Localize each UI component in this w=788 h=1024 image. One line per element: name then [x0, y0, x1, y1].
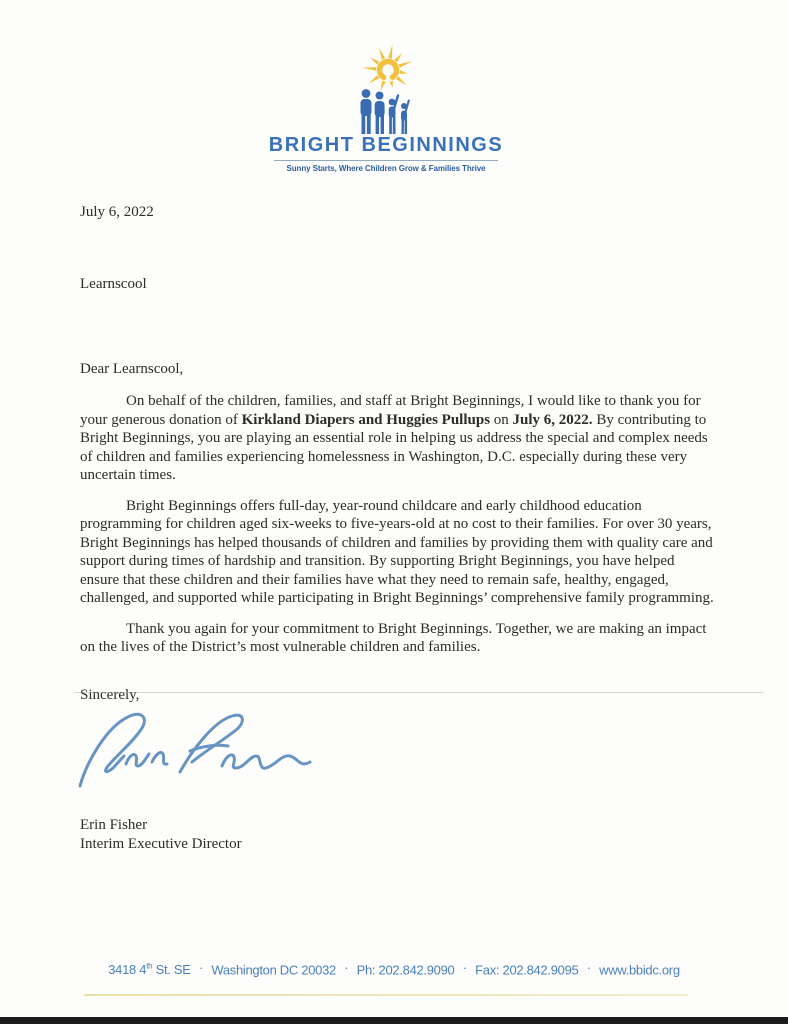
- footer-separator: ·: [198, 960, 204, 976]
- salutation: Dear Learnscool,: [80, 361, 184, 377]
- footer-fax: Fax: 202.842.9095: [475, 962, 579, 978]
- letterhead-footer: [0, 962, 788, 977]
- footer-separator: ·: [462, 960, 467, 976]
- recipient-name: Learnscool: [80, 276, 147, 292]
- footer-website: www.bbidc.org: [599, 962, 680, 978]
- handwritten-signature: [72, 704, 322, 804]
- bright-beginnings-logo: [256, 42, 516, 173]
- logo-wordmark: BRIGHT BEGINNINGS: [268, 134, 504, 156]
- signer-title: Interim Executive Director: [80, 835, 242, 852]
- signature-block: [80, 816, 242, 853]
- paragraph-1: On behalf of the children, families, and staff at Bright Beginnings, I would like to thank you for your generous donation of Kirkland Diapers and Huggies Pullups on July 6, 2022. By contributing to Bright Beginnings, you are playing an essential role in helping us address the special and complex needs of children and families experiencing homelessness in Washington, D.C. especially during these very uncertain times.: [80, 393, 708, 483]
- logo-divider: [274, 160, 498, 161]
- sun-family-icon: [316, 42, 456, 136]
- scan-edge-bar: [0, 1017, 788, 1024]
- footer-address: 3418 4th St. SE: [108, 962, 191, 978]
- footer-city: Washington DC 20032: [211, 962, 336, 978]
- letter-body: [80, 392, 716, 669]
- footer-gold-rule: [84, 994, 688, 996]
- paragraph-3: Thank you again for your commitment to Bright Beginnings. Together, we are making an impact on the lives of the District’s most vulnerable children and families.: [80, 620, 707, 655]
- footer-phone: Ph: 202.842.9090: [356, 962, 455, 978]
- signer-name: Erin Fisher: [80, 817, 148, 833]
- footer-separator: ·: [344, 960, 349, 976]
- paragraph-2: Bright Beginnings offers full-day, year-round childcare and early childhood education programming for children aged six-weeks to five-years-old at no cost to their families. For over 30 years, Bright Beginnings has helped thousands of children and families by providing them with quality care and support during times of hardship and transition. By supporting Bright Beginnings, you have helped ensure that these children and their families have what they need to remain safe, healthy, engaged, challenged, and supported while participating in Bright Beginnings’ comprehensive family programming.: [80, 497, 714, 606]
- closing: Sincerely,: [80, 687, 140, 703]
- logo-tagline: Sunny Starts, Where Children Grow & Families Thrive: [286, 164, 486, 173]
- letter-date: July 6, 2022: [80, 204, 154, 220]
- scan-artifact-line: [74, 692, 764, 693]
- footer-separator: ·: [586, 960, 591, 976]
